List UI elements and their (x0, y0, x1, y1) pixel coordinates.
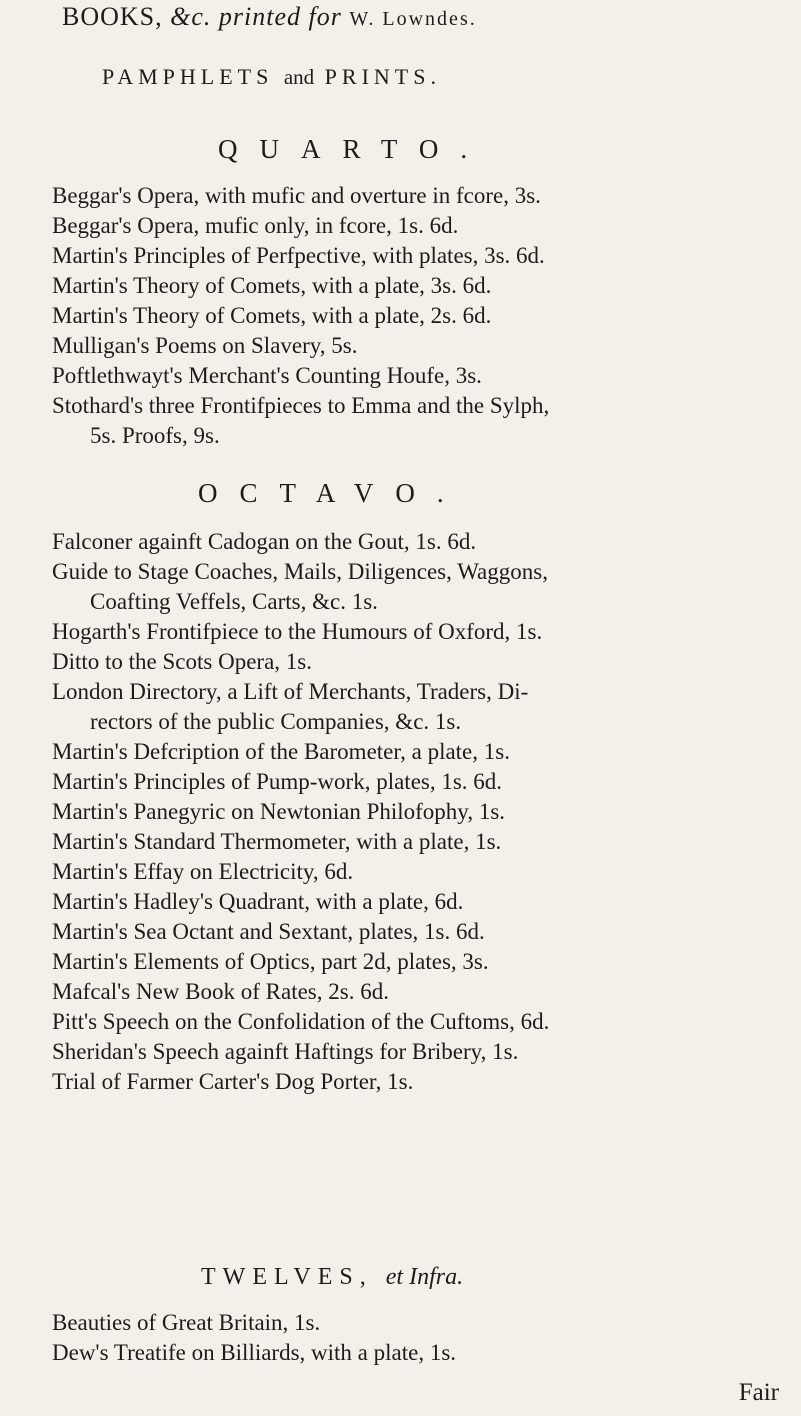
list-item: Martin's Hadley's Quadrant, with a plate, 6d. (52, 889, 464, 914)
page-header (62, 2, 477, 34)
section-title-octavo: OCTAVO. (198, 478, 466, 508)
list-item: Martin's Panegyric on Newtonian Philofophy, 1s. (52, 799, 506, 824)
list-item: Martin's Theory of Comets, with a plate, 2s. 6d. (52, 303, 492, 328)
list-item: Mafcal's New Book of Rates, 2s. 6d. (52, 979, 389, 1004)
list-item: Martin's Elements of Optics, part 2d, plates, 3s. (52, 949, 489, 974)
list-item: Stothard's three Frontifpieces to Emma and the Sylph, (52, 393, 550, 418)
list-item: Martin's Standard Thermometer, with a plate, 1s. (52, 829, 502, 854)
list-item-continuation: rectors of the public Companies, &c. 1s. (90, 709, 462, 734)
list-item: Martin's Defcription of the Barometer, a plate, 1s. (52, 739, 510, 764)
header-publisher: W. Lowndes. (349, 8, 477, 30)
list-item: Beggar's Opera, mufic only, in fcore, 1s. 6d. (52, 213, 459, 238)
list-item: Mulligan's Poems on Slavery, 5s. (52, 333, 358, 358)
list-item: Trial of Farmer Carter's Dog Porter, 1s. (52, 1069, 414, 1094)
list-item-continuation: 5s. Proofs, 9s. (90, 423, 220, 448)
list-item-continuation: Coafting Veffels, Carts, &c. 1s. (90, 589, 378, 614)
subheader-and: and (283, 65, 315, 89)
catchword: Fair (738, 1379, 779, 1406)
section-title-twelves (201, 1262, 463, 1292)
section-title-twelves-label: TWELVES, (201, 1264, 373, 1290)
list-item: Guide to Stage Coaches, Mails, Diligences, Waggons, (52, 559, 548, 584)
list-item: Sheridan's Speech againft Haftings for Bribery, 1s. (52, 1039, 519, 1064)
list-item: Beauties of Great Britain, 1s. (52, 1310, 321, 1335)
header-books: BOOKS, (62, 2, 163, 31)
list-item: Pitt's Speech on the Confolidation of the Cuftoms, 6d. (52, 1009, 550, 1034)
page-subheader (102, 62, 441, 92)
list-item: Beggar's Opera, with mufic and overture in fcore, 3s. (52, 183, 541, 208)
list-item: Ditto to the Scots Opera, 1s. (52, 649, 312, 674)
subheader-pamphlets: PAMPHLETS (102, 64, 274, 89)
header-printed-for: &c. printed for (170, 2, 342, 31)
list-item: London Directory, a Lift of Merchants, Traders, Di- (52, 679, 529, 704)
section-title-quarto: QUARTO. (218, 134, 490, 164)
section-title-twelves-suffix: et Infra. (385, 1264, 464, 1290)
list-item: Martin's Effay on Electricity, 6d. (52, 859, 354, 884)
list-item: Martin's Principles of Perfpective, with plates, 3s. 6d. (52, 243, 545, 268)
list-item: Martin's Theory of Comets, with a plate, 3s. 6d. (52, 273, 492, 298)
list-item: Falconer againft Cadogan on the Gout, 1s. 6d. (52, 529, 477, 554)
list-item: Martin's Principles of Pump-work, plates, 1s. 6d. (52, 769, 503, 794)
subheader-prints: PRINTS. (324, 64, 441, 89)
list-item: Martin's Sea Octant and Sextant, plates, 1s. 6d. (52, 919, 485, 944)
list-item: Poftlethwayt's Merchant's Counting Houfe, 3s. (52, 363, 482, 388)
list-item: Dew's Treatife on Billiards, with a plate, 1s. (52, 1340, 457, 1365)
list-item: Hogarth's Frontifpiece to the Humours of Oxford, 1s. (52, 619, 543, 644)
